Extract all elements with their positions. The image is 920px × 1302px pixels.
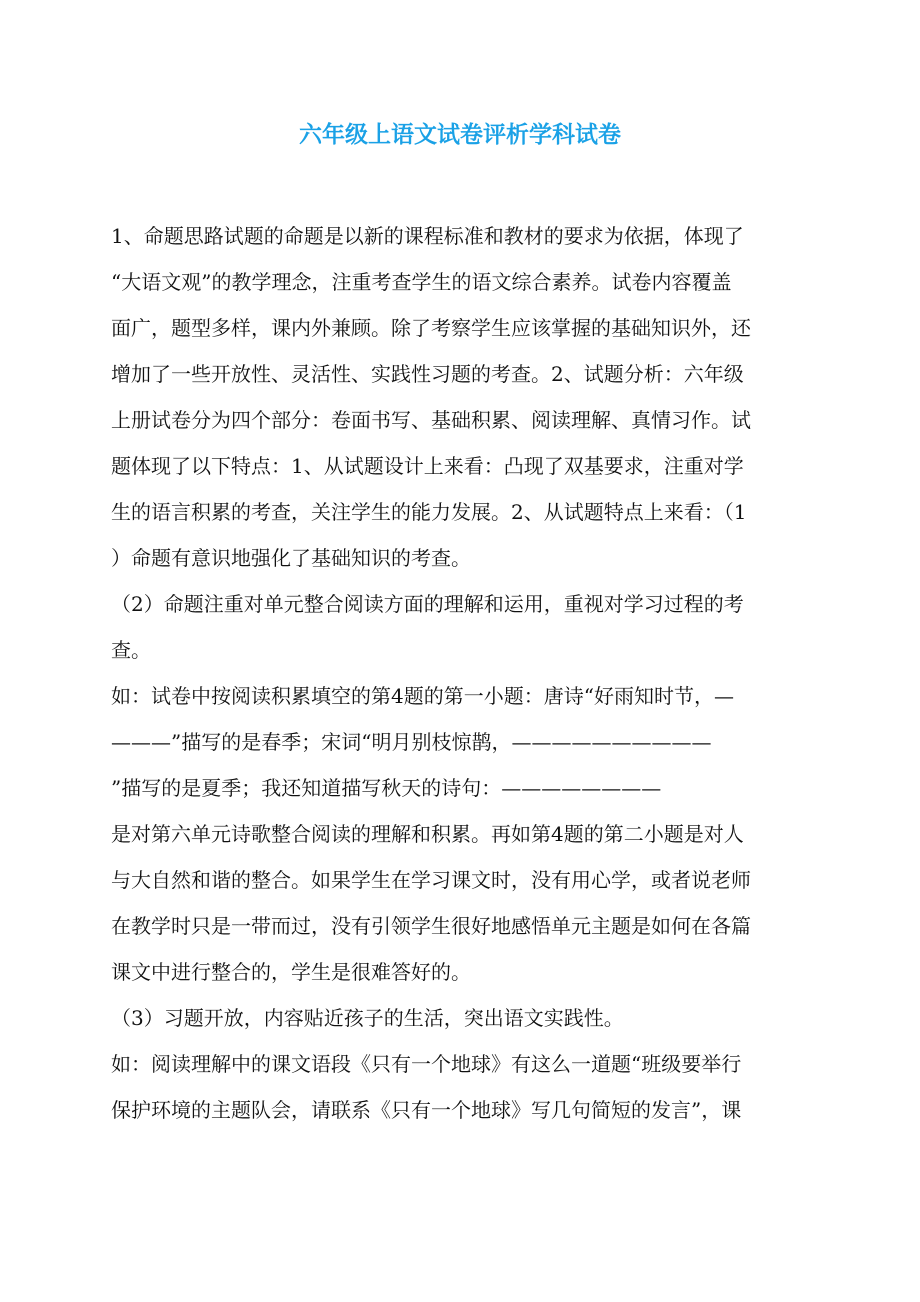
body-line: 1、命题思路试题的命题是以新的课程标准和教材的要求为依据，体现了 [111, 224, 744, 248]
body-line: 上册试卷分为四个部分：卷面书写、基础积累、阅读理解、真情习作。试 [111, 408, 751, 432]
body-line: 如：阅读理解中的课文语段《只有一个地球》有这么一道题“班级要举行 [111, 1052, 742, 1076]
body-line: 是对第六单元诗歌整合阅读的理解和积累。再如第4题的第二小题是对人 [111, 822, 744, 846]
body-line: （3）习题开放，内容贴近孩子的生活，突出语文实践性。 [111, 1006, 624, 1030]
body-line: 查。 [111, 638, 151, 662]
body-line: 题体现了以下特点：1、从试题设计上来看：凸现了双基要求，注重对学 [111, 454, 744, 478]
document-body [111, 213, 811, 1133]
body-line: 在教学时只是一带而过，没有引领学生很好地感悟单元主题是如何在各篇 [111, 914, 751, 938]
body-line: ”描写的是夏季；我还知道描写秋天的诗句：———————— [111, 776, 662, 800]
body-line: ）命题有意识地强化了基础知识的考查。 [111, 546, 471, 570]
body-line: 增加了一些开放性、灵活性、实践性习题的考查。2、试题分析：六年级 [111, 362, 744, 386]
body-line: 课文中进行整合的，学生是很难答好的。 [111, 960, 471, 984]
body-line: 保护环境的主题队会，请联系《只有一个地球》写几句简短的发言”，课 [111, 1098, 742, 1122]
body-line: （2）命题注重对单元整合阅读方面的理解和运用，重视对学习过程的考 [111, 592, 744, 616]
body-line: 生的语言积累的考查，关注学生的能力发展。2、从试题特点上来看：（1 [111, 500, 747, 524]
body-line: 与大自然和谐的整合。如果学生在学习课文时，没有用心学，或者说老师 [111, 868, 751, 892]
body-line: ———”描写的是春季；宋词“明月别枝惊鹊，—————————— [111, 730, 712, 754]
body-line: “大语文观”的教学理念，注重考查学生的语文综合素养。试卷内容覆盖 [111, 270, 732, 294]
body-line: 面广，题型多样，课内外兼顾。除了考察学生应该掌握的基础知识外，还 [111, 316, 751, 340]
document-title: 六年级上语文试卷评析学科试卷 [299, 121, 621, 148]
body-line: 如：试卷中按阅读积累填空的第4题的第一小题：唐诗“好雨知时节，— [111, 684, 734, 708]
